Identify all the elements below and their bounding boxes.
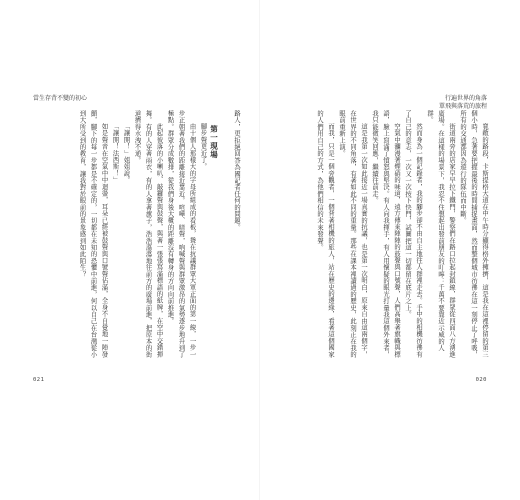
quote-line: 「讓開！法西斯！」: [111, 122, 119, 183]
left-body-paragraph: 此起彼落的小喇叭、敲鑼聲與鼓聲，與著一張張寫滿標語的紙牌，在空中交錯揮舞。有的人穿著雨衣，有的人拿著旗子，浩浩蕩蕩地往前方的廣場前進，把原本的街道擠得水洩不通。: [133, 110, 163, 358]
left-page-number: 021: [33, 377, 45, 383]
right-running-head-title: 行遍世界的角落: [444, 95, 487, 102]
left-intro-paragraph: 路人，更拒絕回答為國記者任何的問題。: [233, 110, 240, 231]
left-running-head: 當生存背不變的初心: [33, 95, 88, 102]
quote-line: 「讓開！」姐姐說。: [122, 122, 130, 183]
right-page: [260, 0, 520, 500]
right-body-paragraph: 街道兩旁的店家早早拉下鐵門，警察們在路口拉起封鎖線，群眾從四面八方湧進廣場。在這樣的場景下，我忍不住想起出發前朋友的叮嚀：千萬不要靠近示威的人群。: [426, 110, 455, 358]
right-body-paragraph: 而我，只是一個旁觀者，一個背著相機的旅人，站在歷史的邊緣，看著這個國家的人們用自己的方式，為他們相信的未來發聲。: [316, 110, 334, 358]
section-title: 第一現場: [209, 125, 219, 159]
left-page-body: [42, 110, 242, 358]
right-body-paragraph: 然而身為一個記錄者，我的腳步卻不由自主地往人群裡走去。手中的相機彷彿有了自己的意志，一次又一次按下快門，試圖把這一切都留在底片之上。: [404, 110, 422, 358]
right-body-paragraph: 空氣中瀰漫著煙硝的味道，遠方傳來陣陣的鼓聲與口號聲，人們高舉著旗幟與標語，臉上寫滿了憤怒與堅決。有人向我揮手，有人用懷疑的眼光打量我這個外來者，我只能微笑回應，繼續往前走。: [371, 110, 400, 358]
right-running-head-subtitle: 單飛與落荒的旅程: [438, 103, 487, 110]
right-body-paragraph: 這是我第一次如此接近一場真實的抗議，也是第一次明白，原來自由這兩個字，在世界的不同角落，有著如此不同的重量。那些在課本裡讀過的歷史，此刻正在我的眼前重新上演。: [338, 110, 367, 358]
right-body-paragraph: 寬敞的路段，卡斯提格大道在中午時分顯得格外擁擠，這是我在這裡停留的第三個小時，急著要把握最後的時間捕捉畫面，然而整個城市彷彿在這一刻停止了呼吸，所有的交通都因為遊行的隊伍而中斷。: [459, 110, 488, 358]
left-closing-paragraph: 如是聲音在空氣中中迴盪，耳朵已經被鼓聲與口號聲佔滿，全身不自覺地一陣發顫，腳下的每一步都是不確定的，一切都在未知的恐懼中前進，何以自己在台灣從小到大所受到的教育，讓我對於眼前的景象感到如此陌生？: [78, 110, 108, 358]
left-body-paragraph: 由十個人那樣大的字母所組成的看板，聳在抗議群眾大軍正面的第一線，一步一步正朝著我們的距離接近靠近。喧嘩、暗聲，吶喊聲與群眾激昂的氣勢逐步地升到了極點。群眾分成數排，從我們身後大概的距離沒有轉身的方向向前推進。: [166, 110, 196, 358]
right-running-head: [439, 95, 487, 111]
right-page-body: [290, 110, 490, 358]
right-page-number: 020: [475, 377, 487, 383]
subhead: 腳步聲更近了。: [199, 122, 207, 170]
